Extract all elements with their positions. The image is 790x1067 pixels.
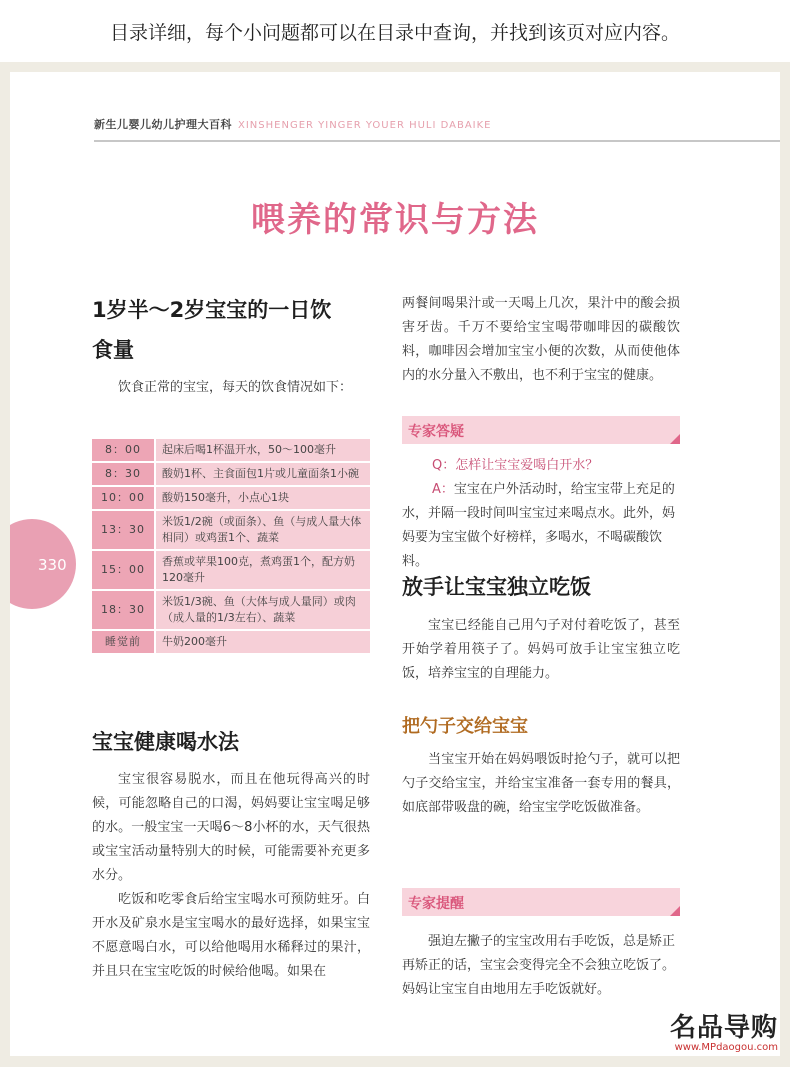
- running-header-cn: 新生儿婴儿幼儿护理大百科: [94, 118, 232, 131]
- schedule-time: 8：30: [92, 463, 156, 485]
- running-header-en: XINSHENGER YINGER YOUER HULI DABAIKE: [238, 120, 492, 131]
- schedule-item: 香蕉或苹果100克，煮鸡蛋1个，配方奶120毫升: [156, 551, 370, 589]
- section-heading-line2: 食量: [92, 338, 134, 362]
- schedule-row: [92, 591, 370, 629]
- feeding-schedule-table: [92, 437, 370, 655]
- section-heading-independent-eating: 放手让宝宝独立吃饭: [402, 575, 591, 599]
- expert-tip-label: 专家提醒: [408, 896, 464, 912]
- schedule-row: [92, 631, 370, 653]
- drinking-water-p1: 宝宝很容易脱水，而且在他玩得高兴的时候，可能忽略自己的口渴，妈妈要让宝宝喝足够的水。一般宝宝一天喝6～8小杯的水，天气很热或宝宝活动量特别大的时候，可能需要补充更多水分。: [92, 772, 370, 883]
- schedule-row: [92, 551, 370, 589]
- drinking-water-p2: 吃饭和吃零食后给宝宝喝水可预防蛀牙。白开水及矿泉水是宝宝喝水的最好选择，如果宝宝不愿意喝白水，可以给他喝用水稀释过的果汁，并且只在宝宝吃饭的时候给他喝。如果在: [92, 892, 370, 979]
- schedule-item: 米饭1/3碗、鱼（大体与成人量同）或肉（成人量的1/3左右）、蔬菜: [156, 591, 370, 629]
- schedule-item: 起床后喝1杯温开水，50～100毫升: [156, 439, 370, 461]
- daily-intake-intro: [92, 376, 370, 400]
- schedule-time: 10：00: [92, 487, 156, 509]
- section-heading-drinking-water: 宝宝健康喝水法: [92, 730, 239, 754]
- schedule-row: [92, 487, 370, 509]
- independent-eating-text: [402, 614, 680, 686]
- expert-answer: [402, 478, 680, 574]
- top-caption: 目录详细，每个小问题都可以在目录中查询，并找到该页对应内容。: [0, 0, 790, 62]
- schedule-item: 米饭1/2碗（或面条）、鱼（与成人量大体相同）或鸡蛋1个、蔬菜: [156, 511, 370, 549]
- schedule-row: [92, 463, 370, 485]
- drinking-water-text: [92, 768, 370, 984]
- book-page: [10, 72, 780, 1056]
- give-spoon-p1: 当宝宝开始在妈妈喂饭时抢勺子，就可以把勺子交给宝宝，并给宝宝准备一套专用的餐具，如底部带吸盘的碗，给宝宝学吃饭做准备。: [402, 752, 680, 815]
- corner-triangle-icon: [670, 434, 680, 444]
- section-heading-line1: 1岁半～2岁宝宝的一日饮: [92, 298, 332, 322]
- answer-label: A：: [432, 482, 454, 497]
- answer-text: 宝宝在户外活动时，给宝宝带上充足的水，并隔一段时间叫宝宝过来喝点水。此外，妈妈要为宝宝做个好榜样，多喝水，不喝碳酸饮料。: [402, 482, 676, 569]
- intro-text: 饮食正常的宝宝，每天的饮食情况如下：: [118, 380, 353, 395]
- schedule-item: 酸奶150毫升，小点心1块: [156, 487, 370, 509]
- drinking-water-continued: [402, 292, 680, 388]
- expert-tip-text: 强迫左撇子的宝宝改用右手吃饭，总是矫正再矫正的话，宝宝会变得完全不会独立吃饭了。妈妈让宝宝自由地用左手吃饭就好。: [402, 934, 676, 997]
- schedule-item: 牛奶200毫升: [156, 631, 370, 653]
- give-spoon-text: [402, 748, 680, 820]
- schedule-item: 酸奶1杯、主食面包1片或儿童面条1小碗: [156, 463, 370, 485]
- schedule-time: 睡觉前: [92, 631, 156, 653]
- subheading-give-spoon: 把勺子交给宝宝: [402, 716, 528, 737]
- watermark-brand: 名品导购: [669, 1013, 778, 1043]
- expert-qa-header: [402, 416, 680, 444]
- schedule-time: 18：30: [92, 591, 156, 629]
- independent-eating-p1: 宝宝已经能自己用勺子对付着吃饭了，甚至开始学着用筷子了。妈妈可放手让宝宝独立吃饭，培养宝宝的自理能力。: [402, 618, 680, 681]
- chapter-title: 喂养的常识与方法: [251, 200, 539, 240]
- running-header: [94, 116, 492, 132]
- schedule-time: 8：00: [92, 439, 156, 461]
- expert-qa-label: 专家答疑: [408, 424, 464, 440]
- header-rule: [94, 140, 780, 142]
- expert-qa-box: [402, 454, 680, 574]
- watermark-url: www.MPdaogou.com: [674, 1042, 778, 1053]
- schedule-row: [92, 439, 370, 461]
- schedule-time: 15：00: [92, 551, 156, 589]
- expert-question: Q：怎样让宝宝爱喝白开水？: [432, 458, 599, 473]
- schedule-time: 13：30: [92, 511, 156, 549]
- expert-tip-header: [402, 888, 680, 916]
- schedule-row: [92, 511, 370, 549]
- section-heading-daily-intake: [92, 290, 382, 370]
- corner-triangle-icon: [670, 906, 680, 916]
- page-number: 330: [38, 556, 67, 574]
- watermark-logo: [670, 1007, 778, 1053]
- drinking-water-p2-cont: 两餐间喝果汁或一天喝上几次，果汁中的酸会损害牙齿。千万不要给宝宝喝带咖啡因的碳酸饮料，咖啡因会增加宝宝小便的次数，从而使他体内的水分量入不敷出，也不利于宝宝的健康。: [402, 296, 680, 383]
